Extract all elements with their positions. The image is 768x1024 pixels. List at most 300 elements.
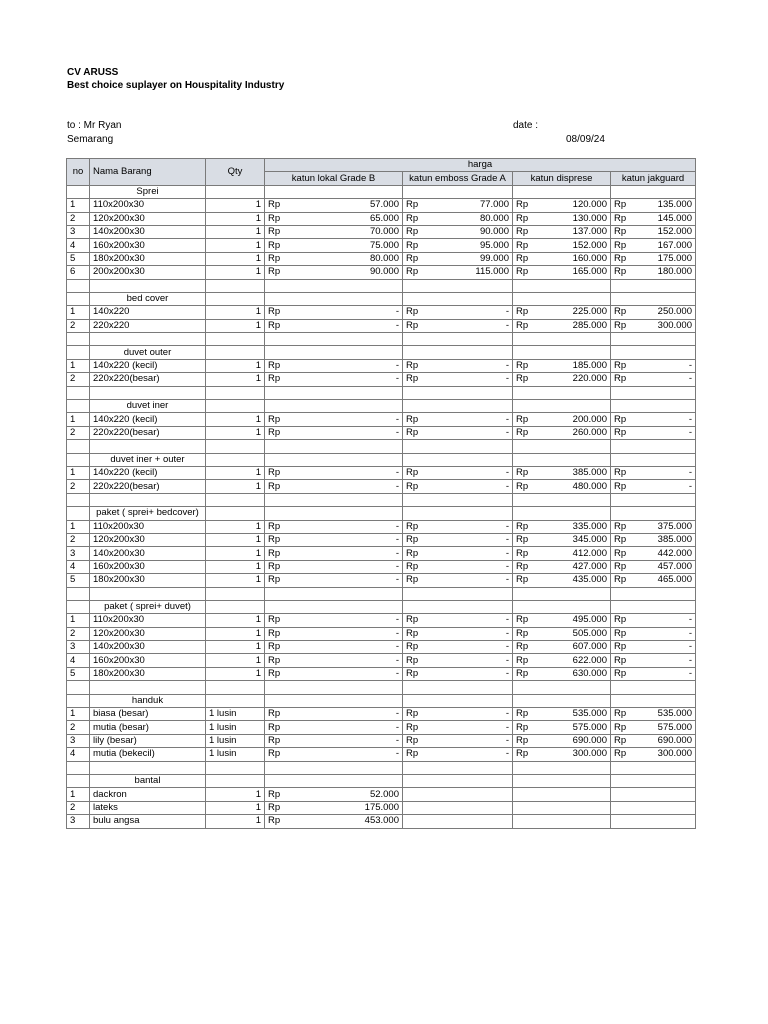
price-value: -: [688, 467, 692, 479]
price-value: 175.000: [657, 252, 692, 264]
item-name: mutia (bekecil): [90, 748, 206, 761]
empty-cell: [513, 694, 611, 707]
header-item-name: Nama Barang: [90, 159, 206, 186]
price-cell: [265, 239, 403, 252]
empty-cell: [513, 279, 611, 292]
price-value: -: [395, 641, 399, 653]
item-qty: 1: [206, 239, 265, 252]
price-value: -: [505, 534, 509, 546]
item-name: 140x200x30: [90, 641, 206, 654]
currency-label: Rp: [406, 708, 419, 720]
price-value: -: [688, 627, 692, 639]
currency-label: Rp: [268, 480, 281, 492]
price-cell: [513, 627, 611, 640]
price-cell: [265, 627, 403, 640]
empty-cell: [90, 761, 206, 774]
price-cell: [265, 547, 403, 560]
table-row: [67, 641, 696, 654]
price-value: -: [688, 654, 692, 666]
price-value: 285.000: [572, 319, 607, 331]
price-cell: [265, 426, 403, 439]
section-title: Sprei: [90, 185, 206, 198]
price-cell: [513, 413, 611, 426]
price-cell: [265, 480, 403, 493]
currency-label: Rp: [406, 252, 419, 264]
empty-cell: [206, 681, 265, 694]
price-value: 120.000: [572, 199, 607, 211]
item-qty: 1: [206, 359, 265, 372]
item-name: 120x200x30: [90, 627, 206, 640]
price-value: 65.000: [369, 212, 399, 224]
empty-cell: [90, 440, 206, 453]
row-number: 2: [67, 721, 90, 734]
price-value: 385.000: [572, 467, 607, 479]
empty-cell: [206, 507, 265, 520]
currency-label: Rp: [268, 574, 281, 586]
empty-cell: [513, 774, 611, 787]
table-row: [67, 266, 696, 279]
price-value: -: [395, 360, 399, 372]
empty-cell: [265, 333, 403, 346]
empty-cell: [611, 440, 696, 453]
price-cell: [265, 319, 403, 332]
price-cell: [513, 667, 611, 680]
empty-cell: [403, 600, 513, 613]
price-cell: [265, 748, 403, 761]
item-name: 160x200x30: [90, 239, 206, 252]
empty-cell: [611, 400, 696, 413]
empty-cell: [611, 453, 696, 466]
empty-cell: [513, 333, 611, 346]
item-qty: 1: [206, 788, 265, 801]
price-cell: [611, 199, 696, 212]
currency-label: Rp: [614, 467, 627, 479]
table-row: [67, 614, 696, 627]
item-qty: 1: [206, 641, 265, 654]
price-cell: [611, 359, 696, 372]
empty-cell: [67, 440, 90, 453]
price-value: 152.000: [572, 239, 607, 251]
price-value: 535.000: [657, 708, 692, 720]
price-cell: [265, 801, 403, 814]
currency-label: Rp: [516, 574, 529, 586]
item-name: 140x220 (kecil): [90, 466, 206, 479]
table-row: [67, 239, 696, 252]
price-cell: [513, 319, 611, 332]
table-row: [67, 748, 696, 761]
price-cell: [611, 788, 696, 801]
price-value: 385.000: [657, 534, 692, 546]
price-value: 457.000: [657, 560, 692, 572]
currency-label: Rp: [268, 614, 281, 626]
row-number: 1: [67, 306, 90, 319]
price-value: 260.000: [572, 427, 607, 438]
currency-label: Rp: [268, 252, 281, 264]
empty-cell: [90, 681, 206, 694]
currency-label: Rp: [516, 547, 529, 559]
empty-cell: [265, 600, 403, 613]
price-value: 465.000: [657, 574, 692, 586]
currency-label: Rp: [406, 212, 419, 224]
price-cell: [611, 373, 696, 386]
currency-label: Rp: [516, 734, 529, 746]
spacer-row: [67, 386, 696, 399]
price-value: 165.000: [572, 266, 607, 278]
currency-label: Rp: [614, 614, 627, 626]
currency-label: Rp: [614, 306, 627, 318]
price-value: 442.000: [657, 547, 692, 559]
price-value: -: [688, 373, 692, 385]
price-value: -: [505, 427, 509, 438]
empty-cell: [513, 507, 611, 520]
row-number: 3: [67, 641, 90, 654]
price-cell: [513, 734, 611, 747]
currency-label: Rp: [268, 266, 281, 278]
currency-label: Rp: [516, 373, 529, 385]
price-value: 135.000: [657, 199, 692, 211]
currency-label: Rp: [614, 427, 627, 438]
item-qty: 1: [206, 815, 265, 828]
currency-label: Rp: [516, 534, 529, 546]
item-qty: 1: [206, 480, 265, 493]
empty-cell: [513, 493, 611, 506]
empty-cell: [206, 600, 265, 613]
price-cell: [611, 533, 696, 546]
table-row: [67, 520, 696, 533]
price-value: -: [395, 734, 399, 746]
empty-cell: [265, 694, 403, 707]
table-row: [67, 225, 696, 238]
empty-cell: [513, 400, 611, 413]
date-label: date :: [513, 120, 539, 131]
empty-cell: [265, 292, 403, 305]
price-cell: [265, 520, 403, 533]
item-name: 160x200x30: [90, 654, 206, 667]
price-value: -: [688, 668, 692, 680]
price-cell: [611, 734, 696, 747]
price-value: 225.000: [572, 306, 607, 318]
price-cell: [403, 466, 513, 479]
row-number: 1: [67, 199, 90, 212]
price-cell: [611, 426, 696, 439]
item-name: 180x200x30: [90, 574, 206, 587]
price-cell: [611, 721, 696, 734]
price-cell: [265, 359, 403, 372]
table-row: [67, 252, 696, 265]
price-value: -: [395, 480, 399, 492]
currency-label: Rp: [614, 252, 627, 264]
currency-label: Rp: [268, 641, 281, 653]
price-cell: [513, 466, 611, 479]
item-name: lily (besar): [90, 734, 206, 747]
empty-cell: [403, 694, 513, 707]
company-tagline: Best choice suplayer on Houspitality Industry: [67, 80, 285, 91]
empty-cell: [403, 587, 513, 600]
empty-cell: [67, 681, 90, 694]
currency-label: Rp: [406, 654, 419, 666]
price-value: 57.000: [369, 199, 399, 211]
empty-cell: [67, 493, 90, 506]
price-cell: [265, 574, 403, 587]
empty-cell: [611, 386, 696, 399]
price-value: -: [505, 373, 509, 385]
currency-label: Rp: [516, 708, 529, 720]
price-value: -: [688, 413, 692, 425]
item-name: 220x220: [90, 319, 206, 332]
price-value: 300.000: [657, 748, 692, 760]
currency-label: Rp: [614, 239, 627, 251]
empty-cell: [206, 761, 265, 774]
price-cell: [265, 413, 403, 426]
price-cell: [403, 252, 513, 265]
empty-cell: [67, 346, 90, 359]
price-cell: [403, 708, 513, 721]
table-body: [67, 185, 696, 828]
currency-label: Rp: [406, 641, 419, 653]
currency-label: Rp: [516, 360, 529, 372]
currency-label: Rp: [406, 319, 419, 331]
price-value: -: [395, 534, 399, 546]
empty-cell: [206, 386, 265, 399]
currency-label: Rp: [268, 239, 281, 251]
spacer-row: [67, 761, 696, 774]
price-cell: [403, 641, 513, 654]
price-value: -: [505, 413, 509, 425]
price-cell: [403, 319, 513, 332]
table-row: [67, 574, 696, 587]
price-value: -: [395, 520, 399, 532]
price-cell: [611, 520, 696, 533]
row-number: 1: [67, 520, 90, 533]
empty-cell: [611, 279, 696, 292]
currency-label: Rp: [268, 226, 281, 238]
item-qty: 1: [206, 654, 265, 667]
item-name: dackron: [90, 788, 206, 801]
price-value: -: [505, 547, 509, 559]
currency-label: Rp: [614, 226, 627, 238]
currency-label: Rp: [268, 547, 281, 559]
section-title: bantal: [90, 774, 206, 787]
currency-label: Rp: [268, 199, 281, 211]
empty-cell: [90, 493, 206, 506]
price-cell: [513, 748, 611, 761]
price-value: -: [395, 654, 399, 666]
table-row: [67, 319, 696, 332]
currency-label: Rp: [268, 560, 281, 572]
empty-cell: [403, 440, 513, 453]
price-cell: [513, 547, 611, 560]
item-name: bulu angsa: [90, 815, 206, 828]
price-cell: [265, 721, 403, 734]
empty-cell: [403, 493, 513, 506]
price-value: 412.000: [572, 547, 607, 559]
empty-cell: [265, 774, 403, 787]
currency-label: Rp: [406, 360, 419, 372]
price-value: -: [505, 306, 509, 318]
currency-label: Rp: [406, 480, 419, 492]
empty-cell: [67, 600, 90, 613]
table-row: [67, 667, 696, 680]
currency-label: Rp: [406, 560, 419, 572]
currency-label: Rp: [614, 212, 627, 224]
row-number: 4: [67, 560, 90, 573]
row-number: 5: [67, 252, 90, 265]
price-value: 535.000: [572, 708, 607, 720]
currency-label: Rp: [406, 668, 419, 680]
empty-cell: [67, 279, 90, 292]
row-number: 3: [67, 734, 90, 747]
price-cell: [403, 560, 513, 573]
item-qty: 1: [206, 306, 265, 319]
price-value: 505.000: [572, 627, 607, 639]
item-qty: 1: [206, 373, 265, 386]
price-cell: [403, 480, 513, 493]
empty-cell: [403, 333, 513, 346]
section-title: duvet iner: [90, 400, 206, 413]
price-cell: [513, 654, 611, 667]
table-row: [67, 413, 696, 426]
currency-label: Rp: [516, 199, 529, 211]
empty-cell: [611, 493, 696, 506]
empty-cell: [611, 600, 696, 613]
section-title: handuk: [90, 694, 206, 707]
empty-cell: [265, 440, 403, 453]
empty-cell: [206, 292, 265, 305]
price-cell: [403, 614, 513, 627]
price-value: -: [688, 427, 692, 438]
price-value: 480.000: [572, 480, 607, 492]
section-title: paket ( sprei+ bedcover): [90, 507, 206, 520]
price-cell: [611, 614, 696, 627]
price-value: 137.000: [572, 226, 607, 238]
currency-label: Rp: [614, 668, 627, 680]
price-value: 630.000: [572, 668, 607, 680]
empty-cell: [513, 185, 611, 198]
table-row: [67, 734, 696, 747]
table-row: [67, 801, 696, 814]
item-qty: 1: [206, 199, 265, 212]
spacer-row: [67, 440, 696, 453]
empty-cell: [611, 694, 696, 707]
table-row: [67, 708, 696, 721]
row-number: 2: [67, 533, 90, 546]
currency-label: Rp: [614, 360, 627, 372]
spacer-row: [67, 333, 696, 346]
currency-label: Rp: [268, 520, 281, 532]
currency-label: Rp: [614, 641, 627, 653]
section-row: [67, 346, 696, 359]
price-value: -: [505, 574, 509, 586]
currency-label: Rp: [406, 373, 419, 385]
price-value: -: [395, 547, 399, 559]
row-number: 2: [67, 627, 90, 640]
price-value: -: [688, 641, 692, 653]
price-cell: [265, 373, 403, 386]
spacer-row: [67, 681, 696, 694]
price-cell: [403, 721, 513, 734]
item-name: 140x220 (kecil): [90, 359, 206, 372]
currency-label: Rp: [614, 373, 627, 385]
price-value: 435.000: [572, 574, 607, 586]
item-name: lateks: [90, 801, 206, 814]
empty-cell: [513, 761, 611, 774]
price-cell: [265, 533, 403, 546]
price-value: 690.000: [572, 734, 607, 746]
price-cell: [513, 225, 611, 238]
price-cell: [611, 547, 696, 560]
currency-label: Rp: [406, 534, 419, 546]
empty-cell: [513, 346, 611, 359]
price-value: -: [505, 668, 509, 680]
currency-label: Rp: [406, 547, 419, 559]
row-number: 2: [67, 426, 90, 439]
currency-label: Rp: [614, 560, 627, 572]
item-name: 140x220: [90, 306, 206, 319]
price-cell: [265, 708, 403, 721]
price-value: -: [395, 319, 399, 331]
spacer-row: [67, 279, 696, 292]
currency-label: Rp: [406, 266, 419, 278]
price-value: -: [395, 574, 399, 586]
price-cell: [611, 319, 696, 332]
row-number: 3: [67, 815, 90, 828]
price-cell: [265, 266, 403, 279]
price-cell: [513, 520, 611, 533]
price-cell: [403, 225, 513, 238]
table-row: [67, 373, 696, 386]
item-qty: 1 lusin: [206, 734, 265, 747]
header-qty: Qty: [206, 159, 265, 186]
section-title: paket ( sprei+ duvet): [90, 600, 206, 613]
table-row: [67, 627, 696, 640]
row-number: 2: [67, 212, 90, 225]
empty-cell: [90, 587, 206, 600]
currency-label: Rp: [406, 306, 419, 318]
empty-cell: [265, 386, 403, 399]
price-value: 70.000: [369, 226, 399, 238]
header-price-col: katun disprese: [513, 172, 611, 185]
price-cell: [265, 466, 403, 479]
empty-cell: [206, 400, 265, 413]
row-number: 1: [67, 614, 90, 627]
price-value: -: [395, 748, 399, 760]
header-harga: harga: [265, 159, 696, 172]
row-number: 1: [67, 466, 90, 479]
currency-label: Rp: [516, 306, 529, 318]
price-value: 622.000: [572, 654, 607, 666]
empty-cell: [206, 440, 265, 453]
empty-cell: [67, 587, 90, 600]
price-value: -: [395, 721, 399, 733]
item-name: 140x200x30: [90, 547, 206, 560]
currency-label: Rp: [516, 252, 529, 264]
item-name: 160x200x30: [90, 560, 206, 573]
currency-label: Rp: [268, 627, 281, 639]
price-cell: [611, 654, 696, 667]
price-cell: [403, 667, 513, 680]
item-qty: 1: [206, 520, 265, 533]
price-cell: [513, 788, 611, 801]
price-cell: [611, 627, 696, 640]
row-number: 4: [67, 748, 90, 761]
section-row: [67, 185, 696, 198]
price-cell: [403, 306, 513, 319]
currency-label: Rp: [268, 654, 281, 666]
empty-cell: [67, 333, 90, 346]
price-value: 453.000: [364, 815, 399, 827]
currency-label: Rp: [268, 427, 281, 438]
price-cell: [265, 734, 403, 747]
